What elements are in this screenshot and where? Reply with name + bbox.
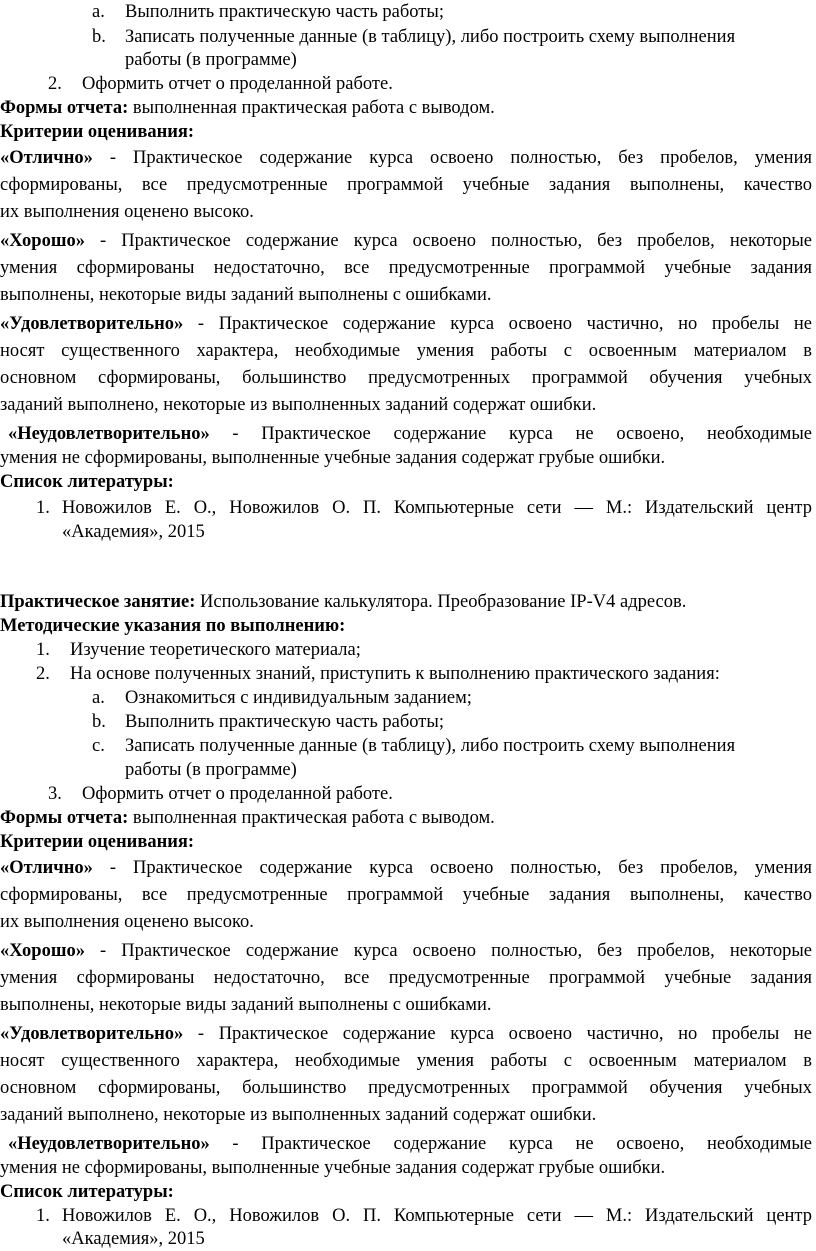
- good-line-1: «Хорошо» - Практическое содержание курса освоено полностью, без пробелов, некоторые: [0, 941, 812, 961]
- excellent-line-2: сформированы, все предусмотренные программой учебные задания выполнены, качество: [0, 175, 812, 195]
- excellent-line-1: «Отлично» - Практическое содержание курса освоено полностью, без пробелов, умения: [0, 148, 812, 168]
- sat-line-2: носят существенного характера, необходимые умения работы с освоенным материалом в: [0, 341, 812, 361]
- list-marker: 1.: [36, 1206, 50, 1226]
- excellent-line-3: их выполнения оценено высоко.: [0, 202, 254, 222]
- list-item-continuation: работы (в программе): [125, 50, 297, 70]
- excellent-label: «Отлично»: [0, 858, 93, 878]
- report-forms-text: выполненная практическая работа с выводом.: [128, 808, 495, 828]
- good-label: «Хорошо»: [0, 941, 85, 961]
- sat-line-1: «Удовлетворительно» - Практическое содержание курса освоено частично, но пробелы не: [0, 314, 812, 334]
- list-item: Выполнить практическую часть работы;: [125, 712, 444, 732]
- list-marker: 1.: [36, 640, 50, 660]
- report-forms-label: Формы отчета:: [0, 98, 129, 118]
- practice-text: Использование калькулятора. Преобразование IP-V4 адресов.: [195, 592, 687, 612]
- sat-line-3: основном сформированы, большинство предусмотренных программой обучения учебных: [0, 1078, 812, 1098]
- list-item: Записать полученные данные (в таблицу), либо построить схему выполнения: [125, 736, 736, 756]
- list-item: Оформить отчет о проделанной работе.: [82, 74, 393, 94]
- sat-line-3: основном сформированы, большинство предусмотренных программой обучения учебных: [0, 368, 812, 388]
- list-item: Изучение теоретического материала;: [70, 640, 361, 660]
- literature-item-continuation: «Академия», 2015: [62, 522, 205, 542]
- list-marker: b.: [92, 27, 106, 47]
- good-line-1: «Хорошо» - Практическое содержание курса освоено полностью, без пробелов, некоторые: [0, 231, 812, 251]
- list-item: Записать полученные данные (в таблицу), либо построить схему выполнения: [125, 27, 736, 47]
- list-marker: c.: [92, 736, 105, 756]
- list-marker: 2.: [36, 664, 50, 684]
- practice-label: Практическое занятие:: [0, 592, 196, 612]
- practice-title: [0, 590, 686, 614]
- unsat-line-2: умения не сформированы, выполненные учебные задания содержат грубые ошибки.: [0, 448, 666, 468]
- criteria-heading-2: Критерии оценивания:: [0, 832, 195, 852]
- sat-line-1: «Удовлетворительно» - Практическое содержание курса освоено частично, но пробелы не: [0, 1024, 812, 1044]
- sat-line-2: носят существенного характера, необходимые умения работы с освоенным материалом в: [0, 1051, 812, 1071]
- list-marker: a.: [92, 2, 105, 22]
- excellent-line-2: сформированы, все предусмотренные программой учебные задания выполнены, качество: [0, 885, 812, 905]
- good-line-3: выполнены, некоторые виды заданий выполнены с ошибками.: [0, 285, 492, 305]
- good-label: «Хорошо»: [0, 231, 85, 251]
- list-item: На основе полученных знаний, приступить к выполнению практического задания:: [70, 664, 720, 684]
- unsat-line-2: умения не сформированы, выполненные учебные задания содержат грубые ошибки.: [0, 1158, 666, 1178]
- list-item: Выполнить практическую часть работы;: [125, 2, 444, 22]
- good-line-2: умения сформированы недостаточно, все предусмотренные программой учебные задания: [0, 968, 812, 988]
- list-marker: 3.: [48, 784, 62, 804]
- literature-heading: Список литературы:: [0, 472, 174, 492]
- list-item: Ознакомиться с индивидуальным заданием;: [125, 688, 472, 708]
- report-forms-label: Формы отчета:: [0, 808, 129, 828]
- unsat-line-1: «Неудовлетворительно» - Практическое содержание курса не освоено, необходимые: [8, 424, 812, 444]
- excellent-line-1: «Отлично» - Практическое содержание курса освоено полностью, без пробелов, умения: [0, 858, 812, 878]
- sat-line-4: заданий выполнено, некоторые из выполненных заданий содержат ошибки.: [0, 1105, 597, 1125]
- list-marker: b.: [92, 712, 106, 732]
- list-marker: 1.: [36, 498, 50, 518]
- report-forms: [0, 96, 495, 120]
- unsat-label: «Неудовлетворительно»: [8, 1134, 210, 1154]
- method-heading: Методические указания по выполнению:: [0, 616, 346, 636]
- unsat-label: «Неудовлетворительно»: [8, 424, 210, 444]
- good-line-3: выполнены, некоторые виды заданий выполнены с ошибками.: [0, 995, 492, 1015]
- literature-item: Новожилов Е. О., Новожилов О. П. Компьютерные сети — М.: Издательский центр: [62, 498, 812, 518]
- sat-line-4: заданий выполнено, некоторые из выполненных заданий содержат ошибки.: [0, 395, 597, 415]
- literature-item: Новожилов Е. О., Новожилов О. П. Компьютерные сети — М.: Издательский центр: [62, 1206, 812, 1226]
- report-forms-2: [0, 806, 495, 830]
- list-marker: a.: [92, 688, 105, 708]
- literature-heading-2: Список литературы:: [0, 1182, 174, 1202]
- list-item: Оформить отчет о проделанной работе.: [82, 784, 393, 804]
- excellent-label: «Отлично»: [0, 148, 93, 168]
- unsat-line-1: «Неудовлетворительно» - Практическое содержание курса не освоено, необходимые: [8, 1134, 812, 1154]
- list-item-continuation: работы (в программе): [125, 760, 297, 780]
- sat-label: «Удовлетворительно»: [0, 1024, 184, 1044]
- literature-item-continuation: «Академия», 2015: [62, 1229, 205, 1249]
- criteria-heading: Критерии оценивания:: [0, 122, 195, 142]
- good-line-2: умения сформированы недостаточно, все предусмотренные программой учебные задания: [0, 258, 812, 278]
- excellent-line-3: их выполнения оценено высоко.: [0, 912, 254, 932]
- sat-label: «Удовлетворительно»: [0, 314, 184, 334]
- list-marker: 2.: [48, 74, 62, 94]
- report-forms-text: выполненная практическая работа с выводом.: [128, 98, 495, 118]
